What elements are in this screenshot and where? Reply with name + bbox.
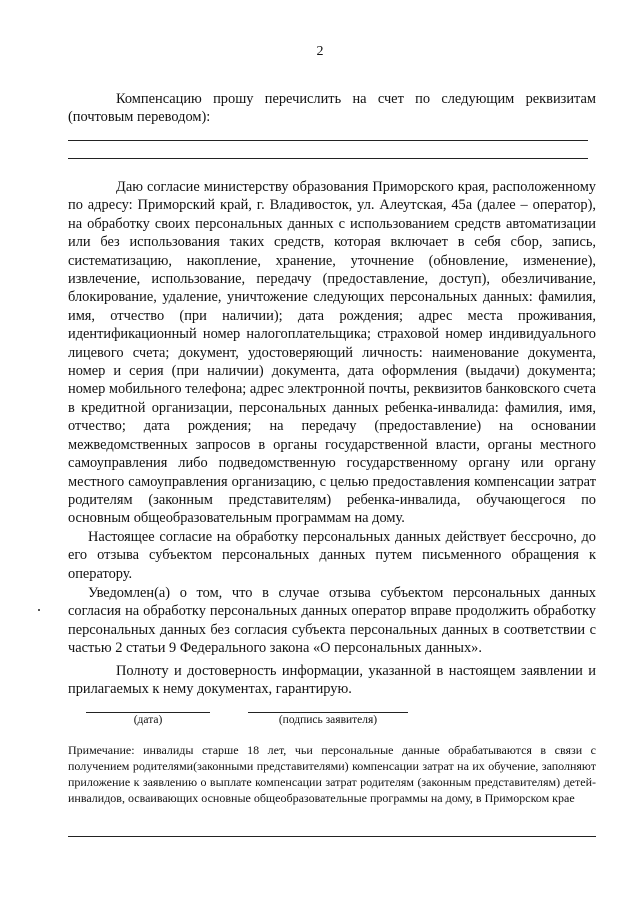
bank-details-line-2 xyxy=(68,158,588,159)
signature-caption: (подпись заявителя) xyxy=(278,714,378,726)
notification-paragraph: Уведомлен(а) о том, что в случае отзыва субъектом персональных данных согласия на обработку персональных данных оператор вправе продолжить обработку персональных данных без согласия субъекта персональных данных в соответствии с частью 2 статьи 9 Федерального закона «О персональных данных». xyxy=(68,585,596,657)
bank-details-line-1 xyxy=(68,140,588,141)
signature-line xyxy=(248,712,408,713)
note-paragraph: Примечание: инвалиды старше 18 лет, чьи персональные данные обрабатываются в связи с получением родителями(законными представителями) компенсации затрат на их обучение, заполняют приложение к заявлению о выплате компенсации затрат родителям (законным представителям) детей-инвалидов, осваивающих основные общеобразовательные программы на дому, в Приморском крае xyxy=(68,743,596,805)
page-number: 2 xyxy=(316,44,324,59)
date-line xyxy=(86,712,210,713)
date-caption: (дата) xyxy=(133,714,163,726)
validity-paragraph: Настоящее согласие на обработку персональных данных действует бессрочно, до его отзыва субъектом персональных данных путем письменного обращения к оператору. xyxy=(68,529,596,582)
payment-request-paragraph: Компенсацию прошу перечислить на счет по следующим реквизитам (почтовым переводом): xyxy=(68,91,596,126)
scan-speck xyxy=(38,609,40,611)
consent-paragraph: Даю согласие министерству образования Приморского края, расположенному по адресу: Приморский край, г. Владивосток, ул. Алеутская, 45а (далее – оператор), на обработку своих персональных данных с использованием средств автоматизации или без использования таких средств, которая включает в себя сбор, запись, систематизацию, накопление, хранение, уточнение (обновление, изменение), извлечение, использование, передачу (предоставление, доступ), обезличивание, блокирование, удаление, уничтожение следующих персональных данных: фамилия, имя, отчество (при наличии); дата рождения; адрес места проживания, идентификационный номер налогоплательщика; страховой номер индивидуального лицевого счета; документ, удостоверяющий личность: наименование документа, номер и серия (при наличии) документа, дата оформления (выдачи) документа; номер мобильного телефона; адрес электронной почты, реквизитов банковского счета в кредитной организации, персональных данных ребенка-инвалида: фамилия, имя, отчество; дата рождения; на передачу (предоставление) на основании межведомственных запросов в органы государственной власти, органы местного самоуправления либо подведомственную государственному органу или органу местного самоуправления организацию, с целью предоставления компенсации затрат родителям (законным представителям) ребенка-инвалида, обучающегося по основным общеобразовательным программам на дому. xyxy=(68,179,596,527)
guarantee-paragraph: Полноту и достоверность информации, указанной в настоящем заявлении и прилагаемых к нему документах, гарантирую. xyxy=(68,663,596,698)
bottom-rule xyxy=(68,836,596,837)
